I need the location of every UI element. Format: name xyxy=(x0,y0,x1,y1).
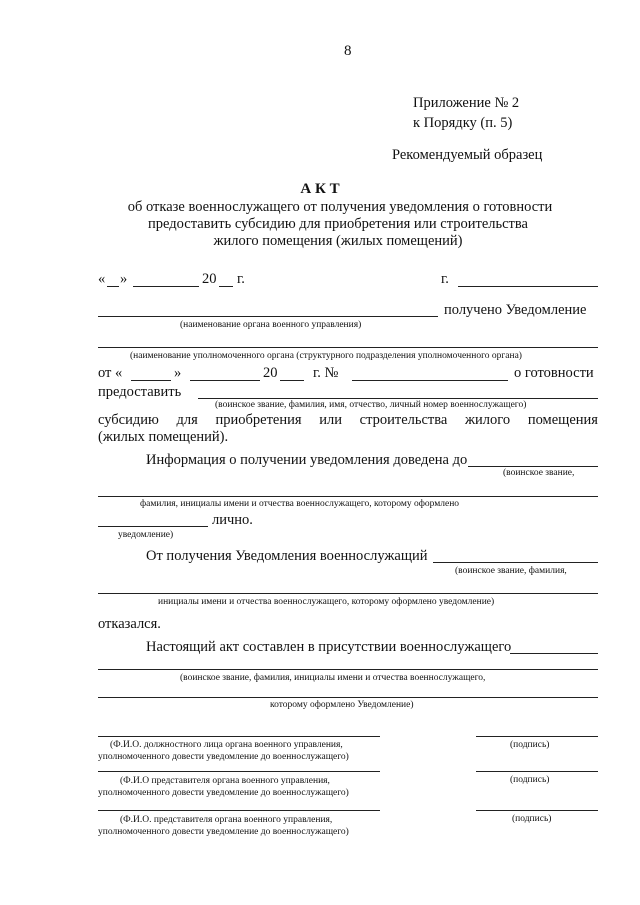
date-month-blank xyxy=(133,286,199,287)
signature-1-name-blank xyxy=(98,736,380,737)
subsidy-word: жилого xyxy=(465,412,511,428)
subsidy-word: приобретения xyxy=(215,412,302,428)
act-subtitle-2: предоставить субсидию для приобретения или строительства xyxy=(148,216,528,232)
from-day-blank xyxy=(131,380,171,381)
caption-issued-notice: которому оформлено Уведомление) xyxy=(270,700,414,710)
caption-rank-surname: (воинское звание, фамилия, xyxy=(455,566,567,576)
date-year-blank xyxy=(219,286,233,287)
subsidy-line-2: (жилых помещений). xyxy=(98,429,229,445)
military-body-blank xyxy=(98,316,438,317)
from-quote-close: » xyxy=(174,365,182,381)
signature-2-sign-blank xyxy=(476,771,598,772)
presence-name-blank xyxy=(98,669,598,670)
subsidy-word: строительства xyxy=(359,412,448,428)
provide-text: предоставить xyxy=(98,384,182,400)
personally-text: лично. xyxy=(212,512,253,528)
refusal-line: От получения Уведомления военнослужащий xyxy=(146,548,428,564)
caption-person: (воинское звание, фамилия, имя, отчество, личный номер военнослужащего) xyxy=(215,400,527,410)
signature-1-sign-blank xyxy=(476,736,598,737)
signature-3-caption-line-2: уполномоченного довести уведомление до военнослужащего) xyxy=(98,827,349,837)
from-year: 20 xyxy=(263,365,278,381)
from-month-blank xyxy=(190,380,260,381)
appendix-line-2: к Порядку (п. 5) xyxy=(413,115,513,131)
act-subtitle-3: жилого помещения (жилых помещений) xyxy=(213,233,463,249)
subsidy-word: помещения xyxy=(527,412,598,428)
caption-military-body: (наименование органа военного управления) xyxy=(180,320,362,330)
subsidy-word: для xyxy=(176,412,198,428)
signature-2-name-blank xyxy=(98,771,380,772)
received-notice-text: получено Уведомление xyxy=(444,302,587,318)
act-title: А К Т xyxy=(300,181,340,197)
from-prefix: от « xyxy=(98,365,123,381)
from-number-blank xyxy=(352,380,508,381)
presence-rank-blank xyxy=(510,653,598,654)
readiness-text: о готовности xyxy=(514,365,594,381)
date-year-prefix: 20 xyxy=(202,271,217,287)
date-close-quote: » xyxy=(120,271,128,287)
from-year-blank xyxy=(280,380,304,381)
date-open-quote: « xyxy=(98,271,106,287)
person-blank xyxy=(198,398,598,399)
subsidy-word: или xyxy=(319,412,342,428)
signature-2-caption-line-1: (Ф.И.О представителя органа военного управления, xyxy=(120,776,330,786)
page-number: 8 xyxy=(344,43,352,59)
caption-rank-initials: (воинское звание, фамилия, инициалы имени и отчества военнослужащего, xyxy=(180,673,486,683)
refusal-name-blank xyxy=(98,593,598,594)
signature-3-caption-line-1: (Ф.И.О. представителя органа военного управления, xyxy=(120,815,333,825)
caption-initials-notice: инициалы имени и отчества военнослужащего, которому оформлено уведомление) xyxy=(158,597,495,607)
caption-rank-short: (воинское звание, xyxy=(503,468,575,478)
caption-notice-close: уведомление) xyxy=(118,530,174,540)
info-name-blank xyxy=(98,496,598,497)
presence-issued-blank xyxy=(98,697,598,698)
city-prefix: г. xyxy=(441,271,449,287)
appendix-line-1: Приложение № 2 xyxy=(413,95,520,111)
from-year-suffix: г. № xyxy=(313,365,339,381)
signature-2-sign-caption: (подпись) xyxy=(510,775,550,785)
caption-name-issued: фамилия, инициалы имени и отчества военнослужащего, которому оформлено xyxy=(140,499,460,509)
subsidy-line xyxy=(98,412,598,429)
signature-3-sign-caption: (подпись) xyxy=(512,814,552,824)
refusal-rank-blank xyxy=(433,562,598,563)
sample-label: Рекомендуемый образец xyxy=(392,147,543,163)
refused-text: отказался. xyxy=(98,616,161,632)
authorized-body-blank xyxy=(98,347,598,348)
presence-line: Настоящий акт составлен в присутствии военнослужащего xyxy=(146,639,512,655)
signature-3-sign-blank xyxy=(476,810,598,811)
info-notice-blank xyxy=(98,526,208,527)
signature-3-name-blank xyxy=(98,810,380,811)
signature-1-sign-caption: (подпись) xyxy=(510,740,550,750)
date-day-blank xyxy=(107,286,119,287)
signature-1-caption-line-1: (Ф.И.О. должностного лица органа военного управления, xyxy=(110,740,343,750)
date-year-suffix: г. xyxy=(237,271,245,287)
signature-1-caption-line-2: уполномоченного довести уведомление до военнослужащего) xyxy=(98,752,349,762)
caption-authorized-body: (наименование уполномоченного органа (структурного подразделения уполномоченного органа) xyxy=(130,351,522,361)
signature-2-caption-line-2: уполномоченного довести уведомление до военнослужащего) xyxy=(98,788,349,798)
act-subtitle-1: об отказе военнослужащего от получения уведомления о готовности xyxy=(127,199,553,215)
city-blank xyxy=(458,286,598,287)
info-line: Информация о получении уведомления доведена до xyxy=(146,452,468,468)
info-recipient-blank xyxy=(468,466,598,467)
subsidy-word: субсидию xyxy=(98,412,159,428)
